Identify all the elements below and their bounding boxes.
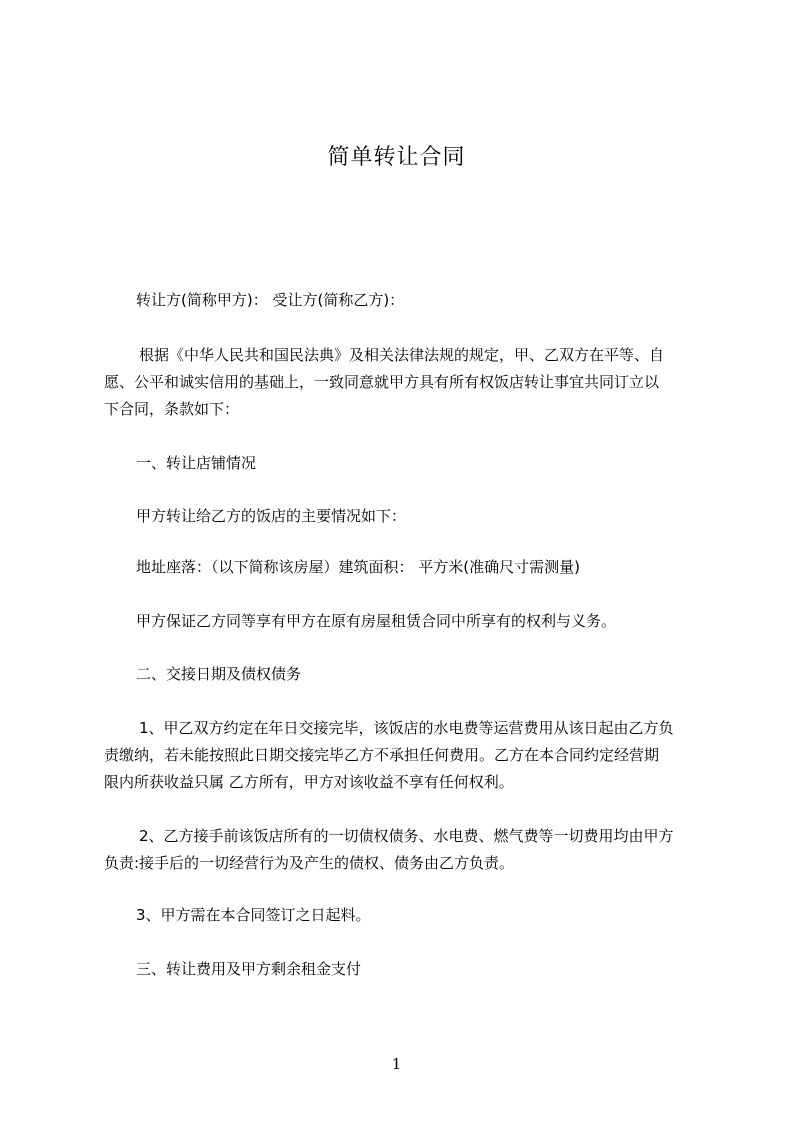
clause-3: 3、甲方需在本合同签订之日起料。	[136, 906, 371, 924]
clause-1-line-1: 1、甲乙双方约定在年日交接完毕，该饭店的水电费等运营费用从该日起由乙方负	[139, 719, 674, 737]
section-1-paragraph-1: 甲方转让给乙方的饭店的主要情况如下：	[136, 507, 407, 525]
page-number: 1	[391, 1055, 402, 1073]
intro-line-1: 根据《中华人民共和国民法典》及相关法律法规的规定，甲、乙双方在平等、自	[139, 346, 665, 364]
section-1-heading: 一、转让店铺情况	[136, 454, 257, 472]
section-2-heading: 二、交接日期及债权债务	[136, 665, 302, 683]
document-title: 简单转让合同	[327, 145, 466, 170]
section-1-paragraph-2: 地址座落：（以下简称该房屋）建筑面积： 平方米(准确尺寸需测量)	[136, 558, 580, 576]
clause-2-line-1: 2、乙方接手前该饭店所有的一切债权债务、水电费、燃气费等一切费用均由甲方	[139, 827, 674, 845]
section-3-heading: 三、转让费用及甲方剩余租金支付	[136, 960, 362, 978]
parties-line: 转让方(简称甲方)： 受让方(简称乙方)：	[136, 291, 405, 309]
clause-1-line-3: 限内所获收益只属 乙方所有，甲方对该收益不享有任何权利。	[104, 773, 514, 791]
section-1-paragraph-3: 甲方保证乙方同等享有甲方在原有房屋租赁合同中所享有的权利与义务。	[136, 612, 617, 630]
intro-line-2: 愿、公平和诚实信用的基础上，一致同意就甲方具有所有权饭店转让事宜共同订立以	[104, 373, 660, 391]
clause-2-line-2: 负责:接手后的一切经营行为及产生的债权、债务由乙方负责。	[104, 854, 515, 872]
intro-line-3: 下合同，条款如下：	[104, 400, 240, 418]
clause-1-line-2: 责缴纳，若未能按照此日期交接完毕乙方不承担任何费用。乙方在本合同约定经营期	[104, 746, 660, 764]
